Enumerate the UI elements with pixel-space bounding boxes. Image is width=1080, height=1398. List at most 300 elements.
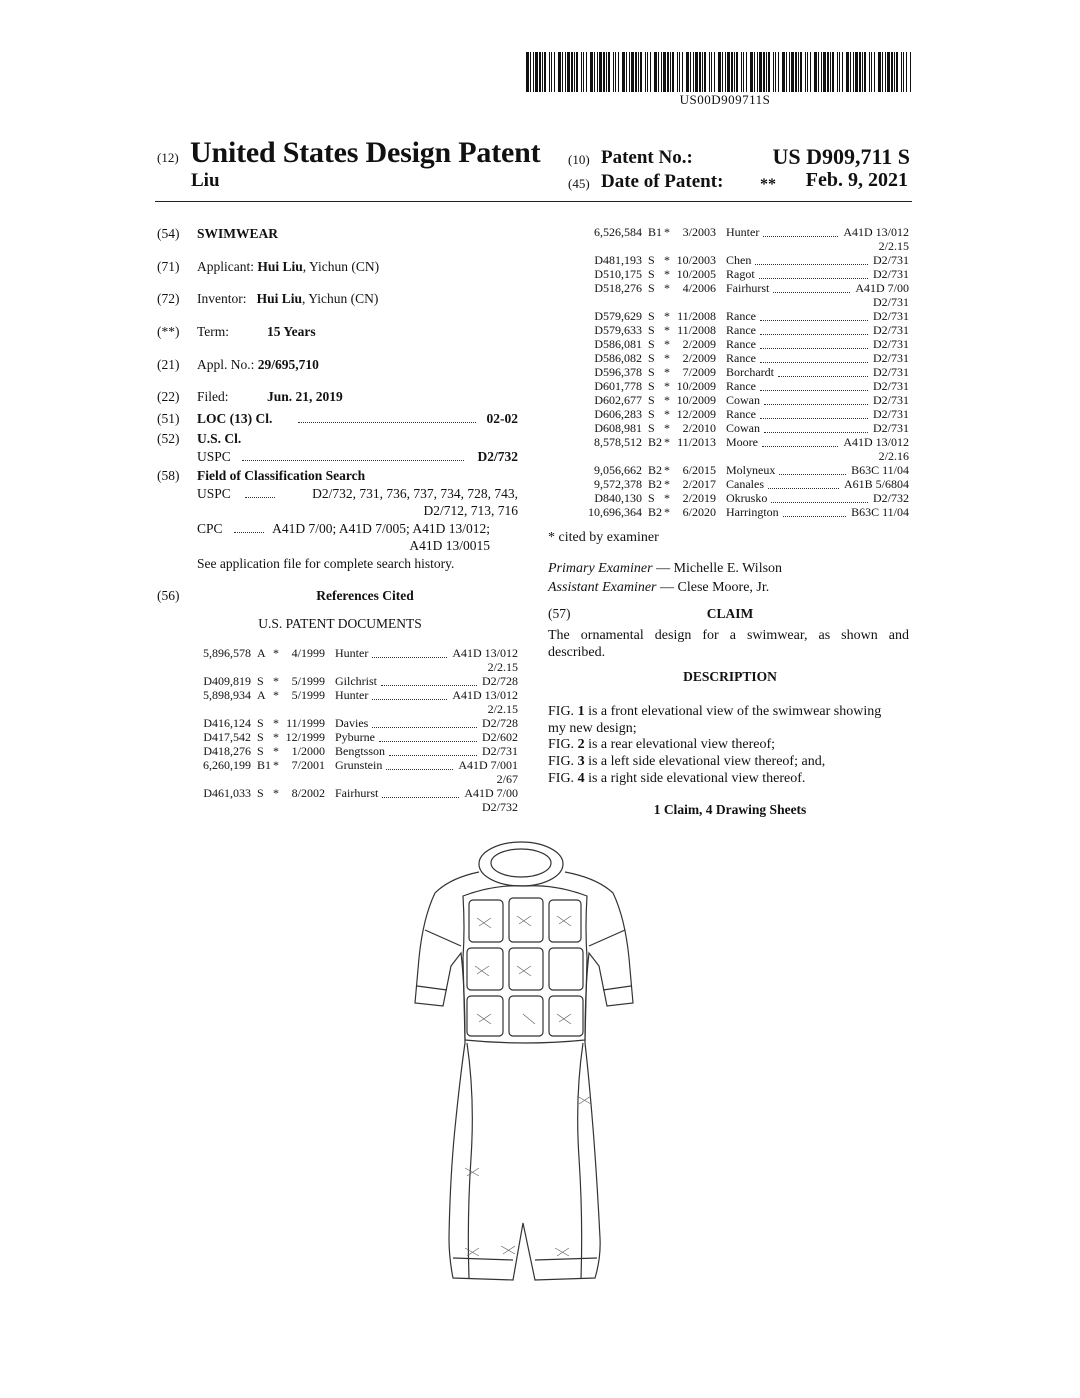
barcode-bar <box>574 52 575 92</box>
barcode-bar <box>647 52 648 92</box>
reference-star: * <box>664 491 670 505</box>
patent-number: US D909,711 S <box>772 144 910 169</box>
reference-class: D2/732 <box>870 491 909 505</box>
barcode-bar <box>746 52 747 92</box>
references-list-left <box>187 646 518 816</box>
search-cpc-leader <box>234 532 264 533</box>
reference-kind: S <box>648 351 655 365</box>
barcode-bar <box>885 52 886 92</box>
reference-name: Grunstein <box>335 758 383 772</box>
applicant-label: Applicant: <box>197 259 254 274</box>
reference-leader <box>379 741 477 742</box>
applicant-place: , Yichun (CN) <box>302 259 380 274</box>
reference-kind: S <box>257 674 264 688</box>
patent-no-label: Patent No.: <box>601 147 693 168</box>
reference-row <box>578 267 909 281</box>
barcode-bar <box>551 52 552 92</box>
reference-star: * <box>664 421 670 435</box>
reference-patent-number: D596,378 <box>594 365 642 379</box>
reference-class-continued: D2/732 <box>482 800 518 814</box>
primary-examiner-label: Primary Examiner <box>548 561 653 576</box>
appl-no-label: Appl. No.: <box>197 357 255 372</box>
reference-date: 10/2009 <box>676 379 716 393</box>
search-uspc-label: USPC <box>197 486 231 501</box>
applicant-line <box>197 259 379 275</box>
loc-class-value: 02-02 <box>486 411 518 426</box>
reference-date: 11/2008 <box>677 309 716 323</box>
reference-star: * <box>273 786 279 800</box>
reference-class-continued: 2/2.16 <box>878 449 909 463</box>
barcode-bar <box>711 52 712 92</box>
claim-text-line2: described. <box>548 645 606 660</box>
reference-kind: S <box>257 786 264 800</box>
code-58: (58) <box>157 468 180 483</box>
reference-patent-number: D608,981 <box>594 421 642 435</box>
reference-row <box>578 309 909 323</box>
date-label: Date of Patent: <box>601 171 724 192</box>
barcode-bar <box>594 52 595 92</box>
us-patent-documents-heading: U.S. PATENT DOCUMENTS <box>258 616 422 631</box>
reference-class: A61B 5/6804 <box>841 477 909 491</box>
left-sleeve-cuff <box>417 986 447 990</box>
barcode-bar <box>615 52 616 92</box>
barcode-bar <box>542 52 543 92</box>
reference-star: * <box>664 407 670 421</box>
reference-class-continued: 2/2.15 <box>487 660 518 674</box>
barcode-bar <box>839 52 840 92</box>
reference-star: * <box>664 435 670 449</box>
search-cpc-line1: A41D 7/00; A41D 7/005; A41D 13/012; <box>272 521 490 536</box>
barcode-bar <box>827 52 829 92</box>
barcode-bar <box>622 52 625 92</box>
reference-kind: S <box>257 716 264 730</box>
reference-leader <box>372 657 447 658</box>
reference-date: 4/2006 <box>682 281 716 295</box>
reference-star: * <box>273 646 279 660</box>
reference-leader <box>759 278 868 279</box>
barcode-bar <box>576 52 578 92</box>
barcode-bar <box>906 52 907 92</box>
reference-class: A41D 13/012 <box>840 225 909 239</box>
reference-class: D2/731 <box>870 351 909 365</box>
barcode-bar <box>862 52 863 92</box>
loc-class-leader <box>298 422 476 423</box>
reference-patent-number: 10,696,364 <box>588 505 642 519</box>
fig2-text: is a rear elevational view thereof; <box>584 737 776 752</box>
barcode-bar <box>650 52 651 92</box>
reference-patent-number: D579,633 <box>594 323 642 337</box>
barcode-bar <box>567 52 570 92</box>
reference-kind: S <box>257 744 264 758</box>
barcode-bar <box>878 52 881 92</box>
reference-name: Moore <box>726 435 758 449</box>
cited-by-examiner-note: * cited by examiner <box>548 530 659 545</box>
reference-row <box>187 730 518 744</box>
reference-leader <box>783 516 846 517</box>
barcode-bar <box>709 52 710 92</box>
barcode-bar <box>718 52 721 92</box>
reference-leader <box>779 474 846 475</box>
barcode-bar <box>743 52 744 92</box>
barcode-bar <box>869 52 870 92</box>
right-side-seam <box>578 1043 583 1278</box>
reference-leader <box>372 699 447 700</box>
reference-class: B63C 11/04 <box>848 505 909 519</box>
reference-leader <box>389 755 477 756</box>
barcode-bar <box>565 52 566 92</box>
fig4-description <box>548 770 805 787</box>
reference-date: 2/2010 <box>682 421 716 435</box>
reference-class: A41D 7/001 <box>455 758 518 772</box>
reference-star: * <box>664 225 670 239</box>
barcode-bar <box>842 52 843 92</box>
reference-name: Hunter <box>335 646 369 660</box>
reference-row <box>578 225 909 253</box>
reference-class: A41D 7/00 <box>461 786 518 800</box>
reference-name: Rance <box>726 351 756 365</box>
barcode-bar <box>798 52 799 92</box>
code-22: (22) <box>157 389 180 404</box>
reference-star: * <box>664 379 670 393</box>
swimwear-outline <box>415 872 633 1280</box>
reference-name: Hunter <box>726 225 760 239</box>
reference-row <box>187 688 518 716</box>
fig4-text: is a right side elevational view thereof. <box>584 771 806 786</box>
reference-kind: S <box>648 267 655 281</box>
barcode-bar <box>626 52 627 92</box>
claim-title: CLAIM <box>706 606 754 621</box>
term-label: Term: <box>197 324 230 339</box>
reference-name: Molyneux <box>726 463 776 477</box>
collar-inner <box>491 849 551 877</box>
torso-panel <box>463 886 587 1043</box>
barcode-bar <box>791 52 794 92</box>
barcode-bar <box>526 52 529 92</box>
fig3-number: 3 <box>577 754 585 769</box>
barcode-bar <box>549 52 550 92</box>
barcode-bar <box>613 52 614 92</box>
barcode-bar <box>832 52 834 92</box>
reference-class: D2/731 <box>870 365 909 379</box>
barcode-bar <box>571 52 573 92</box>
reference-patent-number: 6,526,584 <box>594 225 642 239</box>
reference-leader <box>773 292 850 293</box>
code-51: (51) <box>157 411 180 426</box>
reference-row <box>187 716 518 730</box>
barcode-bar <box>640 52 642 92</box>
reference-star: * <box>664 323 670 337</box>
header-rule <box>155 201 912 202</box>
reference-name: Rance <box>726 379 756 393</box>
reference-row <box>187 744 518 758</box>
us-class-label: U.S. Cl. <box>197 431 242 446</box>
reference-date: 10/2009 <box>676 393 716 407</box>
reference-row <box>187 646 518 674</box>
reference-class: D2/731 <box>479 744 518 758</box>
barcode-bar <box>810 52 811 92</box>
reference-class-continued: 2/67 <box>496 772 518 786</box>
barcode-bar <box>871 52 872 92</box>
barcode-bar <box>754 52 755 92</box>
uspc-label: USPC <box>197 449 231 464</box>
reference-row <box>578 491 909 505</box>
reference-name: Fairhurst <box>335 786 379 800</box>
barcode-bar <box>663 52 666 92</box>
search-history-note: See application file for complete search history. <box>197 556 455 571</box>
reference-class: D2/731 <box>870 267 909 281</box>
reference-name: Cowan <box>726 393 760 407</box>
reference-patent-number: 9,572,378 <box>594 477 642 491</box>
reference-row <box>578 477 909 491</box>
reference-name: Harrington <box>726 505 779 519</box>
reference-star: * <box>664 463 670 477</box>
reference-kind: S <box>648 253 655 267</box>
reference-star: * <box>273 716 279 730</box>
barcode-bar <box>629 52 630 92</box>
barcode-bar <box>535 52 538 92</box>
barcode-bar <box>722 52 723 92</box>
barcode <box>526 52 911 92</box>
reference-date: 1/2000 <box>291 744 325 758</box>
barcode-number: US00D909711S <box>679 92 771 107</box>
reference-row <box>578 365 909 379</box>
barcode-bar <box>667 52 669 92</box>
reference-kind: B2 <box>648 477 663 491</box>
reference-date: 11/2013 <box>677 435 716 449</box>
assistant-examiner-name: — Clese Moore, Jr. <box>660 580 770 595</box>
reference-leader <box>760 334 868 335</box>
document-title: United States Design Patent <box>190 136 541 169</box>
barcode-bar <box>654 52 657 92</box>
barcode-bar <box>891 52 893 92</box>
left-side-seam <box>467 1043 472 1278</box>
reference-name: Borchardt <box>726 365 774 379</box>
reference-patent-number: 9,056,662 <box>594 463 642 477</box>
reference-row <box>578 351 909 365</box>
barcode-bar <box>608 52 610 92</box>
barcode-bar <box>903 52 904 92</box>
barcode-bar <box>586 52 587 92</box>
barcode-bar <box>731 52 733 92</box>
filed-label: Filed: <box>197 389 229 404</box>
reference-name: Davies <box>335 716 369 730</box>
barcode-bar <box>558 52 561 92</box>
reference-patent-number: 5,896,578 <box>203 646 251 660</box>
reference-leader <box>760 362 868 363</box>
reference-kind: S <box>648 309 655 323</box>
reference-kind: A <box>257 688 266 702</box>
reference-star: * <box>273 688 279 702</box>
barcode-bar <box>544 52 546 92</box>
reference-date: 6/2015 <box>682 463 716 477</box>
reference-star: * <box>273 744 279 758</box>
reference-name: Rance <box>726 323 756 337</box>
barcode-bar <box>562 52 563 92</box>
reference-patent-number: D586,082 <box>594 351 642 365</box>
barcode-bar <box>682 52 683 92</box>
reference-leader <box>764 432 868 433</box>
fig1-text: is a front elevational view of the swimwear showing <box>584 704 882 719</box>
barcode-bar <box>686 52 689 92</box>
reference-name: Bengtsson <box>335 744 386 758</box>
reference-star: * <box>664 477 670 491</box>
barcode-bar <box>597 52 598 92</box>
barcode-bar <box>727 52 730 92</box>
right-sleeve-cuff <box>603 986 631 990</box>
barcode-bar <box>800 52 802 92</box>
code-54: (54) <box>157 226 180 241</box>
reference-date: 10/2003 <box>676 253 716 267</box>
search-uspc-line2: D2/712, 713, 716 <box>423 503 518 518</box>
reference-class: D2/731 <box>870 421 909 435</box>
barcode-bar <box>725 52 726 92</box>
barcode-bar <box>757 52 758 92</box>
barcode-bar <box>539 52 541 92</box>
appl-no-value: 29/695,710 <box>257 357 319 372</box>
reference-leader <box>760 348 868 349</box>
reference-date: 7/2009 <box>682 365 716 379</box>
reference-patent-number: 6,260,199 <box>203 758 251 772</box>
barcode-bar <box>782 52 785 92</box>
texture-hatching <box>465 916 591 1256</box>
barcode-bar <box>773 52 774 92</box>
reference-class: A41D 13/012 <box>840 435 909 449</box>
reference-date: 11/2008 <box>677 323 716 337</box>
barcode-bar <box>768 52 770 92</box>
barcode-bar <box>741 52 742 92</box>
barcode-bar <box>750 52 753 92</box>
patent-date: Feb. 9, 2021 <box>805 169 908 191</box>
reference-date: 7/2001 <box>291 758 325 772</box>
barcode-bar <box>554 52 555 92</box>
barcode-bar <box>690 52 691 92</box>
reference-row <box>578 323 909 337</box>
reference-date: 2/2017 <box>682 477 716 491</box>
fig2-prefix: FIG. <box>548 737 578 752</box>
reference-kind: B1 <box>648 225 663 239</box>
filed-date: Jun. 21, 2019 <box>267 389 343 404</box>
reference-patent-number: D418,276 <box>203 744 251 758</box>
barcode-bar <box>789 52 790 92</box>
reference-date: 5/1999 <box>291 688 325 702</box>
search-cpc-line2: A41D 13/0015 <box>409 538 490 553</box>
reference-kind: S <box>648 407 655 421</box>
reference-class: D2/731 <box>870 337 909 351</box>
reference-patent-number: D602,677 <box>594 393 642 407</box>
reference-leader <box>372 727 477 728</box>
reference-class: D2/731 <box>870 323 909 337</box>
barcode-bar <box>714 52 715 92</box>
barcode-bar <box>805 52 806 92</box>
barcode-bar <box>859 52 861 92</box>
reference-leader <box>755 264 868 265</box>
reference-row <box>187 674 518 688</box>
barcode-bar <box>855 52 858 92</box>
code-52: (52) <box>157 431 180 446</box>
reference-name: Rance <box>726 407 756 421</box>
code-45: (45) <box>568 176 590 191</box>
reference-patent-number: D510,175 <box>594 267 642 281</box>
barcode-bar <box>763 52 765 92</box>
inventor-name: Hui Liu <box>256 291 303 306</box>
reference-name: Gilchrist <box>335 674 377 688</box>
barcode-bar <box>864 52 866 92</box>
reference-name: Canales <box>726 477 764 491</box>
reference-row <box>578 393 909 407</box>
claims-and-sheets: 1 Claim, 4 Drawing Sheets <box>653 802 807 817</box>
reference-date: 4/1999 <box>291 646 325 660</box>
barcode-bar <box>814 52 817 92</box>
reference-patent-number: D417,542 <box>203 730 251 744</box>
reference-class: D2/731 <box>870 309 909 323</box>
barcode-bar <box>823 52 826 92</box>
reference-name: Okrusko <box>726 491 768 505</box>
reference-row <box>578 463 909 477</box>
reference-leader <box>768 488 839 489</box>
barcode-bar <box>778 52 779 92</box>
reference-leader <box>778 376 868 377</box>
barcode-bar <box>603 52 605 92</box>
reference-class-continued: D2/731 <box>873 295 909 309</box>
reference-name: Hunter <box>335 688 369 702</box>
fig3-description <box>548 753 825 770</box>
primary-examiner-line <box>548 560 782 577</box>
applicant-name: Hui Liu <box>257 259 303 274</box>
reference-date: 2/2009 <box>682 351 716 365</box>
search-cpc-label: CPC <box>197 521 223 536</box>
reference-leader <box>763 236 838 237</box>
reference-patent-number: D606,283 <box>594 407 642 421</box>
barcode-bar <box>533 52 534 92</box>
assistant-examiner-label: Assistant Examiner <box>548 580 657 595</box>
barcode-bar <box>850 52 851 92</box>
left-sleeve-seam <box>425 930 461 946</box>
reference-name: Pyburne <box>335 730 375 744</box>
reference-class: A41D 13/012 <box>449 688 518 702</box>
fig1-description-cont: my new design; <box>548 721 637 736</box>
barcode-bar <box>734 52 735 92</box>
reference-patent-number: D409,819 <box>203 674 251 688</box>
search-uspc-leader <box>245 497 275 498</box>
reference-row <box>578 421 909 435</box>
swimwear-drawing <box>405 838 675 1288</box>
reference-kind: S <box>648 337 655 351</box>
description-title: DESCRIPTION <box>683 669 777 684</box>
reference-leader <box>760 418 868 419</box>
barcode-bar <box>645 52 646 92</box>
code-57: (57) <box>548 606 571 621</box>
fig4-number: 4 <box>577 771 585 786</box>
references-title: References Cited <box>316 588 414 603</box>
reference-star: * <box>664 337 670 351</box>
barcode-bar <box>896 52 898 92</box>
reference-row <box>187 758 518 786</box>
barcode-bar <box>775 52 776 92</box>
reference-kind: B2 <box>648 463 663 477</box>
right-sleeve-seam <box>589 930 625 946</box>
reference-star: * <box>664 309 670 323</box>
reference-row <box>578 253 909 267</box>
reference-date: 5/1999 <box>291 674 325 688</box>
reference-class: D2/728 <box>479 716 518 730</box>
barcode-bar <box>599 52 602 92</box>
reference-row <box>578 407 909 421</box>
barcode-bar <box>736 52 738 92</box>
barcode-bar <box>658 52 659 92</box>
inventor-line <box>197 291 378 307</box>
reference-class: D2/731 <box>870 393 909 407</box>
reference-kind: S <box>648 323 655 337</box>
